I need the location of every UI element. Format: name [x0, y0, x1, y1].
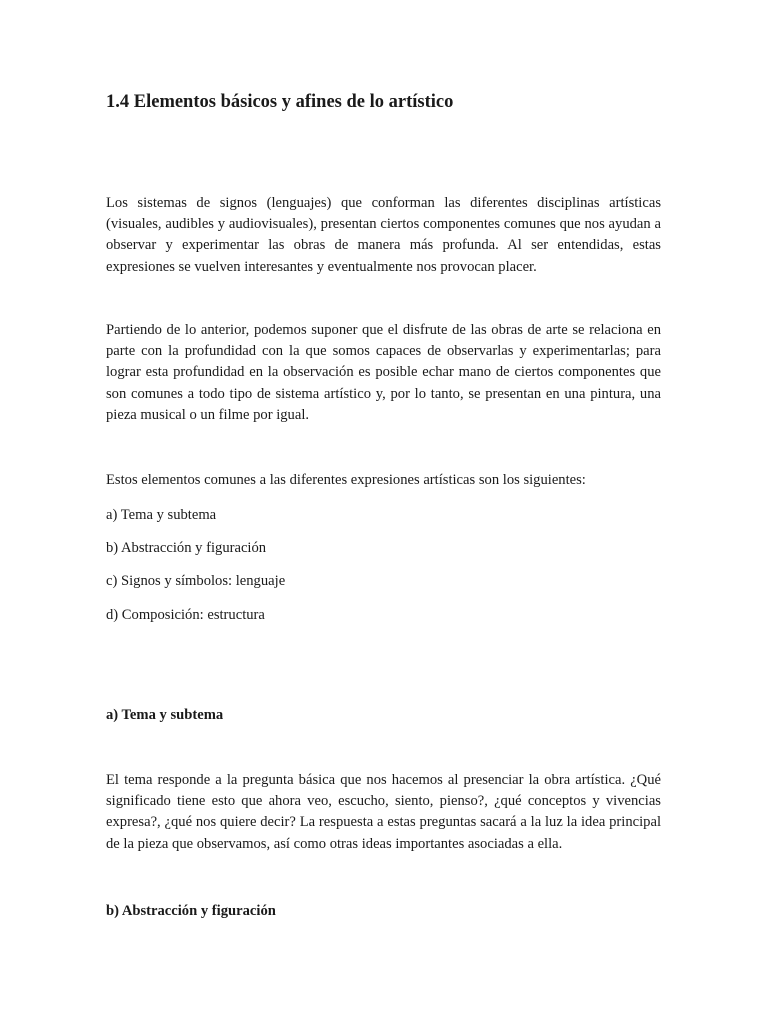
section-heading-tema: a) Tema y subtema — [106, 707, 224, 723]
context-paragraph: Partiendo de lo anterior, podemos suponer que el disfrute de las obras de arte se relaciona en parte con la profundidad con la que somos capaces de observarlas y experimentarlas; para lograr esta profundidad en la observación es posible echar mano de ciertos componentes que son comunes a todo tipo de sistema artístico y, por lo tanto, se presentan en una pintura, una pieza musical o un filme por igual. — [106, 322, 661, 423]
list-item-abstraccion: b) Abstracción y figuración — [106, 540, 267, 556]
list-item-signos: c) Signos y símbolos: lenguaje — [106, 573, 286, 589]
list-item-tema: a) Tema y subtema — [106, 507, 217, 523]
list-item-composicion: d) Composición: estructura — [106, 607, 265, 623]
section-tema-paragraph: El tema responde a la pregunta básica que nos hacemos al presenciar la obra artística. ¿Qué significado tiene esto que ahora veo, escucho, siento, pienso?, ¿qué conceptos y vivencias expresa?, ¿qué nos quiere decir? La respuesta a estas preguntas sacará a la luz la idea principal de la pieza que observamos, así como otras ideas importantes asociadas a ella. — [106, 772, 661, 852]
page-title: 1.4 Elementos básicos y afines de lo artístico — [106, 92, 454, 112]
list-intro: Estos elementos comunes a las diferentes expresiones artísticas son los siguientes: — [106, 472, 586, 488]
section-heading-abstraccion: b) Abstracción y figuración — [106, 903, 276, 919]
intro-paragraph: Los sistemas de signos (lenguajes) que conforman las diferentes disciplinas artísticas (visuales, audibles y audiovisuales), presentan ciertos componentes comunes que nos ayudan a observar y experimentar las obras de manera más profunda. Al ser entendidas, estas expresiones se vuelven interesantes y eventualmente nos provocan placer. — [106, 195, 661, 275]
